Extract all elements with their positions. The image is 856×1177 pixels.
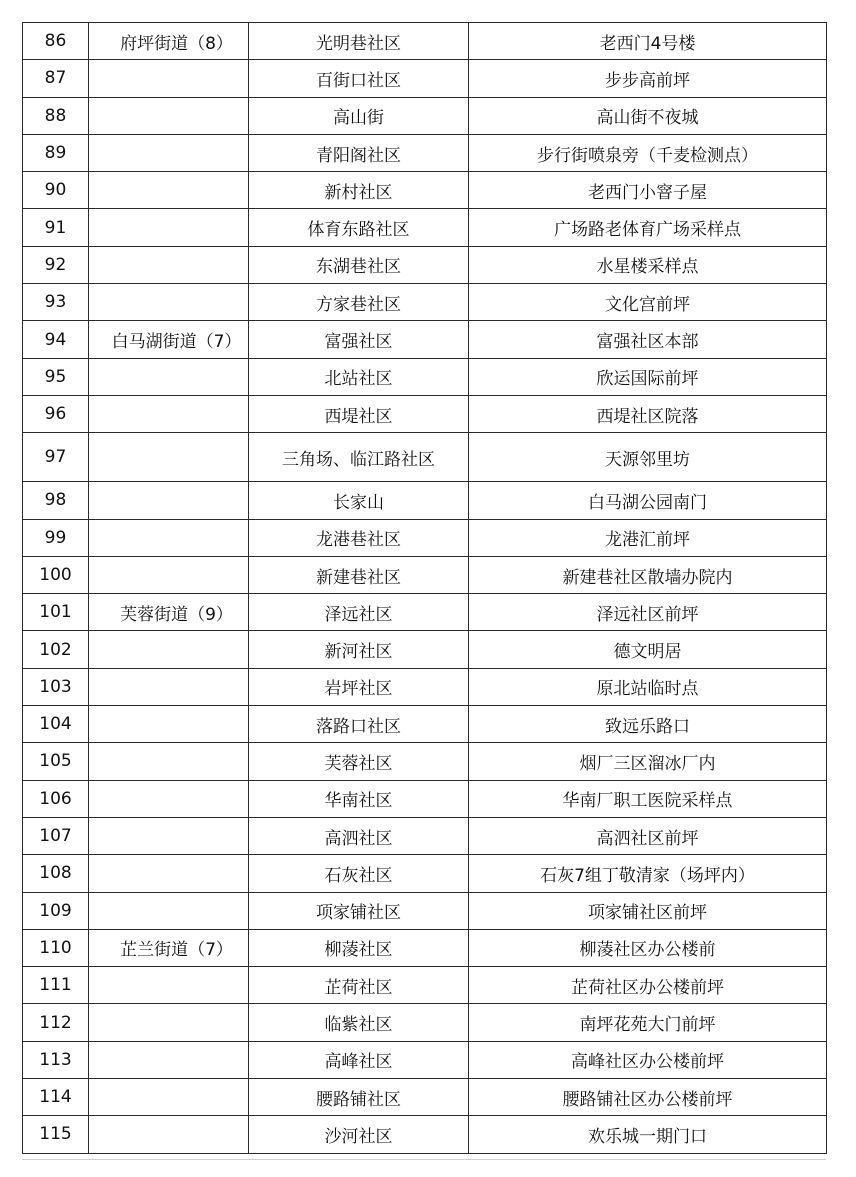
table-row [23, 172, 827, 209]
site-cell: 石灰7组丁敬清家（场坪内） [469, 855, 827, 892]
community-cell: 落路口社区 [249, 706, 469, 743]
street-cell [89, 1004, 249, 1041]
table-row [23, 60, 827, 97]
site-cell: 芷荷社区办公楼前坪 [469, 967, 827, 1004]
community-cell: 体育东路社区 [249, 209, 469, 246]
street-cell [89, 1041, 249, 1078]
table-row [23, 358, 827, 395]
table-row [23, 134, 827, 171]
row-number-cell: 92 [23, 246, 89, 283]
site-cell: 老西门4号楼 [469, 23, 827, 60]
community-cell: 东湖巷社区 [249, 246, 469, 283]
site-cell: 原北站临时点 [469, 668, 827, 705]
street-cell [89, 780, 249, 817]
row-number-cell: 107 [23, 817, 89, 854]
street-cell [89, 172, 249, 209]
table-row [23, 321, 827, 358]
table-row [23, 855, 827, 892]
table-row [23, 23, 827, 60]
site-cell: 烟厂三区溜冰厂内 [469, 743, 827, 780]
table-row [23, 209, 827, 246]
street-cell [89, 817, 249, 854]
community-cell: 项家铺社区 [249, 892, 469, 929]
table-row [23, 284, 827, 321]
table-row [23, 631, 827, 668]
row-number-cell: 95 [23, 358, 89, 395]
row-number-cell: 111 [23, 967, 89, 1004]
street-cell [89, 1116, 249, 1153]
row-number-cell: 87 [23, 60, 89, 97]
street-cell [89, 519, 249, 556]
row-number-cell: 91 [23, 209, 89, 246]
street-cell [89, 1079, 249, 1116]
community-cell: 腰路铺社区 [249, 1079, 469, 1116]
site-cell: 致远乐路口 [469, 706, 827, 743]
table-row [23, 743, 827, 780]
street-cell: 白马湖街道（7） [89, 321, 249, 358]
street-cell [89, 60, 249, 97]
community-cell: 长家山 [249, 482, 469, 519]
street-cell [89, 892, 249, 929]
table-row [23, 668, 827, 705]
street-cell [89, 743, 249, 780]
row-number-cell: 99 [23, 519, 89, 556]
site-cell: 西堤社区院落 [469, 395, 827, 432]
site-cell: 泽远社区前坪 [469, 594, 827, 631]
site-cell: 龙港汇前坪 [469, 519, 827, 556]
table-row [23, 519, 827, 556]
community-cell: 新村社区 [249, 172, 469, 209]
table-row [23, 482, 827, 519]
community-cell: 高泗社区 [249, 817, 469, 854]
table-row [23, 556, 827, 593]
site-cell: 德文明居 [469, 631, 827, 668]
site-cell: 华南厂职工医院采样点 [469, 780, 827, 817]
row-number-cell: 114 [23, 1079, 89, 1116]
table-row [23, 817, 827, 854]
table-row [23, 594, 827, 631]
site-cell: 南坪花苑大门前坪 [469, 1004, 827, 1041]
table-row [23, 433, 827, 482]
street-cell [89, 967, 249, 1004]
street-cell [89, 209, 249, 246]
table-row [23, 929, 827, 966]
site-cell: 步步高前坪 [469, 60, 827, 97]
site-cell: 水星楼采样点 [469, 246, 827, 283]
table-body [23, 23, 827, 1154]
site-cell: 文化宫前坪 [469, 284, 827, 321]
table-row [23, 780, 827, 817]
community-cell: 华南社区 [249, 780, 469, 817]
table-row [23, 1004, 827, 1041]
site-cell: 老西门小窨子屋 [469, 172, 827, 209]
site-cell: 高峰社区办公楼前坪 [469, 1041, 827, 1078]
community-cell: 泽远社区 [249, 594, 469, 631]
next-page-edge [22, 1159, 826, 1177]
site-cell: 白马湖公园南门 [469, 482, 827, 519]
street-cell [89, 482, 249, 519]
street-cell [89, 358, 249, 395]
community-cell: 岩坪社区 [249, 668, 469, 705]
site-cell: 项家铺社区前坪 [469, 892, 827, 929]
row-number-cell: 109 [23, 892, 89, 929]
street-cell: 芷兰街道（7） [89, 929, 249, 966]
site-cell: 腰路铺社区办公楼前坪 [469, 1079, 827, 1116]
table-row [23, 1041, 827, 1078]
street-cell [89, 246, 249, 283]
community-cell: 青阳阁社区 [249, 134, 469, 171]
community-cell: 石灰社区 [249, 855, 469, 892]
community-cell: 芷荷社区 [249, 967, 469, 1004]
row-number-cell: 90 [23, 172, 89, 209]
table-row [23, 1116, 827, 1153]
row-number-cell: 106 [23, 780, 89, 817]
row-number-cell: 97 [23, 433, 89, 482]
row-number-cell: 115 [23, 1116, 89, 1153]
community-cell: 西堤社区 [249, 395, 469, 432]
table-row [23, 246, 827, 283]
street-cell [89, 556, 249, 593]
row-number-cell: 89 [23, 134, 89, 171]
street-cell [89, 97, 249, 134]
community-cell: 柳蓤社区 [249, 929, 469, 966]
row-number-cell: 110 [23, 929, 89, 966]
community-cell: 高峰社区 [249, 1041, 469, 1078]
table-row [23, 1079, 827, 1116]
row-number-cell: 103 [23, 668, 89, 705]
row-number-cell: 104 [23, 706, 89, 743]
community-cell: 百街口社区 [249, 60, 469, 97]
community-cell: 富强社区 [249, 321, 469, 358]
community-cell: 高山街 [249, 97, 469, 134]
street-cell [89, 631, 249, 668]
community-cell: 临紫社区 [249, 1004, 469, 1041]
site-cell: 欢乐城一期门口 [469, 1116, 827, 1153]
row-number-cell: 88 [23, 97, 89, 134]
row-number-cell: 113 [23, 1041, 89, 1078]
row-number-cell: 108 [23, 855, 89, 892]
table-row [23, 892, 827, 929]
community-cell: 沙河社区 [249, 1116, 469, 1153]
row-number-cell: 100 [23, 556, 89, 593]
community-cell: 方家巷社区 [249, 284, 469, 321]
site-cell: 欣运国际前坪 [469, 358, 827, 395]
street-cell: 芙蓉街道（9） [89, 594, 249, 631]
site-cell: 高山街不夜城 [469, 97, 827, 134]
row-number-cell: 102 [23, 631, 89, 668]
row-number-cell: 96 [23, 395, 89, 432]
street-cell [89, 134, 249, 171]
site-cell: 新建巷社区散墙办院内 [469, 556, 827, 593]
site-cell: 柳蓤社区办公楼前 [469, 929, 827, 966]
table-row [23, 706, 827, 743]
community-cell: 龙港巷社区 [249, 519, 469, 556]
site-cell: 天源邻里坊 [469, 433, 827, 482]
site-cell: 高泗社区前坪 [469, 817, 827, 854]
row-number-cell: 98 [23, 482, 89, 519]
street-cell [89, 433, 249, 482]
table-row [23, 97, 827, 134]
community-cell: 北站社区 [249, 358, 469, 395]
street-cell [89, 284, 249, 321]
row-number-cell: 105 [23, 743, 89, 780]
street-cell: 府坪街道（8） [89, 23, 249, 60]
community-cell: 三角场、临江路社区 [249, 433, 469, 482]
table-row [23, 967, 827, 1004]
row-number-cell: 101 [23, 594, 89, 631]
row-number-cell: 86 [23, 23, 89, 60]
site-cell: 广场路老体育广场采样点 [469, 209, 827, 246]
table-row [23, 395, 827, 432]
row-number-cell: 112 [23, 1004, 89, 1041]
community-cell: 光明巷社区 [249, 23, 469, 60]
community-cell: 新建巷社区 [249, 556, 469, 593]
row-number-cell: 93 [23, 284, 89, 321]
row-number-cell: 94 [23, 321, 89, 358]
community-cell: 芙蓉社区 [249, 743, 469, 780]
community-cell: 新河社区 [249, 631, 469, 668]
site-cell: 步行街喷泉旁（千麦检测点） [469, 134, 827, 171]
testing-sites-table [22, 22, 827, 1154]
site-cell: 富强社区本部 [469, 321, 827, 358]
street-cell [89, 706, 249, 743]
street-cell [89, 668, 249, 705]
street-cell [89, 395, 249, 432]
street-cell [89, 855, 249, 892]
